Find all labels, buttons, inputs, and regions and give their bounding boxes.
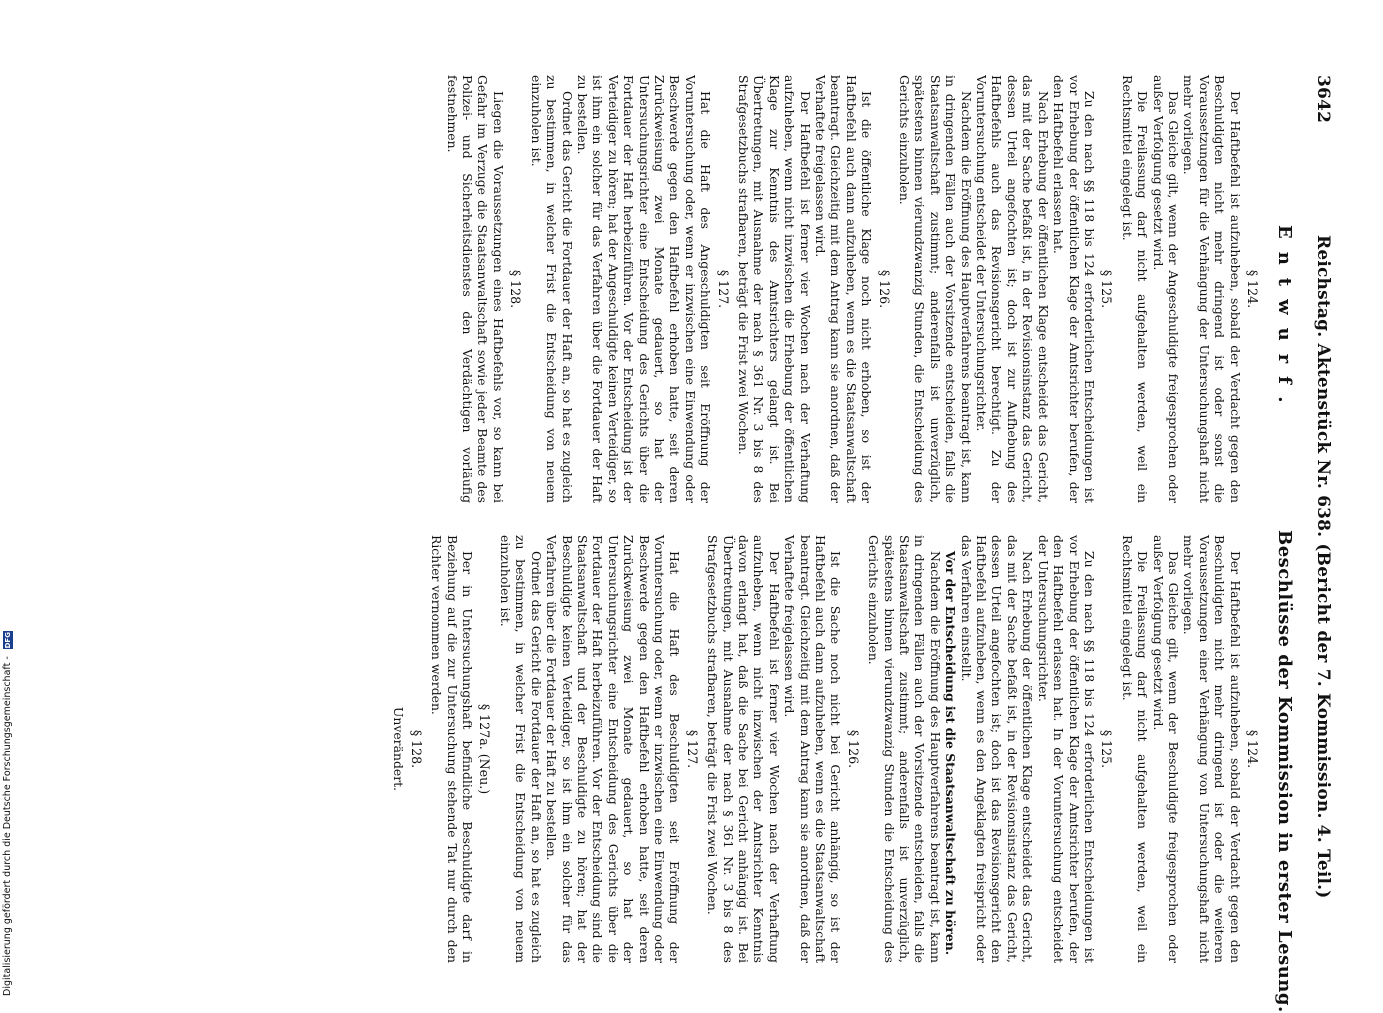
- paragraph: Zu den nach §§ 118 bis 124 erforderlichen Entscheidungen ist vor Erhebung der öffentlichen Klage der Amtsrichter berufen, der den Haftbefehl erlassen hat. In der Voruntersuchung entscheidet der Untersuchungsrichter.: [1035, 535, 1097, 963]
- paragraph: Ordnet das Gericht die Fortdauer der Haft an, so hat es zugleich zu bestimmen, in welcher Frist die Entscheidung von neuem einzuholen ist.: [497, 535, 544, 963]
- paragraph: Hat die Haft des Beschuldigten seit Eröffnung der Voruntersuchung oder, wenn er inzwischen eine Einwendung oder Beschwerde gegen den Haftbefehl erhoben hatte, seit deren Zurückweisung zwei Monate gedauert, so hat der Untersuchungsrichter eine Entscheidung des Gerichts über die Fortdauer der Haft herbeizuführen. Vor der Entscheidung sind die Staatsanwaltschaft und der Beschuldigte zu hören; hat der Beschuldigte keinen Verteidiger, so ist ihm ein solcher für das Verfahren über die Fortdauer der Haft zu bestellen.: [544, 535, 683, 963]
- paragraph: Hat die Haft des Angeschuldigten seit Eröffnung der Voruntersuchung oder, wenn er inzwischen eine Einwendung oder Beschwerde gegen den Haftbefehl erhoben hatte, seit deren Zurückweisung zwei Monate gedauert, so hat der Untersuchungsrichter eine Entscheidung des Gerichts über die Fortdauer der Haft herbeizuführen. Vor der Entscheidung ist der Verteidiger zu hören; hat der Angeschuldigte keinen Verteidiger, so ist ihm ein solcher für das Verfahren über die Fortdauer der Haft zu bestellen.: [574, 75, 714, 503]
- section-title: § 125.: [1099, 269, 1115, 309]
- paragraph: Die Freilassung darf nicht aufgehalten werden, weil ein Rechtsmittel eingelegt ist.: [1119, 535, 1151, 963]
- page-number: 3642: [1313, 75, 1333, 124]
- left-column-heading: Entwurf.: [1274, 225, 1295, 416]
- paragraph: Nachdem die Eröffnung des Hauptverfahrens beantragt ist, kann in dringenden Fällen auch der Vorsitzende entscheiden, falls die Staatsanwaltschaft zustimmt; anderenfalls ist unverzüglich, spätestens binnen vierundzwanzig Stunden die Entscheidung des Gerichts einzuholen.: [866, 535, 943, 963]
- paragraph: Der Haftbefehl ist ferner vier Wochen nach der Verhaftung aufzuheben, wenn nicht inzwischen die Erhebung der öffentlichen Klage zur Kenntnis des Amtsrichters gelangt ist. Bei Übertretungen, mit Ausnahme der nach § 361 Nr. 3 bis 8 des Strafgesetzbuchs strafbaren, beträgt die Frist zwei Wochen.: [736, 75, 813, 503]
- section-title: § 124.: [1245, 729, 1260, 769]
- paragraph: Unverändert.: [391, 706, 407, 792]
- right-column-resolutions: [391, 535, 1265, 963]
- paragraph: Die Freilassung darf nicht aufgehalten werden, weil ein Rechtsmittel eingelegt ist.: [1119, 75, 1151, 503]
- paragraph: Ordnet das Gericht die Fortdauer der Haft an, so hat es zugleich zu bestimmen, in welcher Frist die Entscheidung von neuem einzuholen ist.: [528, 75, 575, 503]
- paragraph: Der in Untersuchungshaft befindliche Beschuldigte darf in Beziehung auf die zur Untersuchung stehende Tat nur durch den Richter vernommen werden.: [429, 535, 476, 963]
- paragraph: Der Haftbefehl ist ferner vier Wochen nach der Verhaftung aufzuheben, wenn nicht inzwischen der Amtsrichter Kenntnis davon erlangt hat, daß die Sache bei Gericht anhängig ist. Bei Übertretungen, mit Ausnahme der nach § 361 Nr. 3 bis 8 des Strafgesetzbuchs strafbaren, beträgt die Frist zwei Wochen.: [705, 535, 782, 963]
- paragraph: Nach Erhebung der öffentlichen Klage entscheidet das Gericht, das mit der Sache befaßt ist, in der Revisionsinstanz das Gericht, dessen Urteil angefochten ist; doch ist das Revisionsgericht den Haftbefehl aufzuheben, wenn es den Angeklagten freispricht oder das Verfahren einstellt.: [958, 535, 1036, 963]
- paragraph: Der Haftbefehl ist aufzuheben, sobald der Verdacht gegen den Beschuldigten nicht mehr dringend ist oder die weiteren Voraussetzungen einer Verhängung von Untersuchungshaft nicht mehr vorliegen.: [1181, 535, 1243, 963]
- section-title: § 126.: [845, 729, 861, 769]
- section-title: § 128.: [408, 729, 424, 769]
- paragraph: Das Gleiche gilt, wenn der Beschuldigte freigesprochen oder außer Verfolgung gesetzt wird.: [1150, 535, 1181, 963]
- credit-text: Digitalisierung gefördert durch die Deutsche Forschungsgemeinschaft -: [2, 656, 13, 996]
- dfg-logo-icon: DFG: [3, 632, 12, 649]
- header-title: Reichstag. Aktenstück Nr. 638. (Bericht der 7. Kommission. 4. Teil.): [1313, 235, 1333, 899]
- paragraph: Liegen die Voraussetzungen eines Haftbefehls vor, so kann bei Gefahr im Verzuge die Staatsanwaltschaft sowie jeder Beamte des Polizei- und Sicherheitsdienstes den Verdächtigen vorläufig festnehmen.: [444, 75, 506, 503]
- section-title: § 124.: [1245, 269, 1260, 309]
- section-title: § 127a. (Neu.): [477, 703, 493, 795]
- paragraph: Nachdem die Eröffnung des Hauptverfahrens beantragt ist, kann in dringenden Fällen auch der Vorsitzende entscheiden, falls die Staatsanwaltschaft zustimmt; anderenfalls ist unverzüglich, spätestens binnen vierundzwanzig Stunden, die Entscheidung des Gerichts einzuholen.: [897, 75, 974, 503]
- right-column-heading: Beschlüsse der Kommission in erster Lesung.: [1274, 530, 1295, 1013]
- running-header: [1309, 75, 1333, 980]
- document-page: [8, 75, 1333, 1013]
- paragraph: Ist die Sache noch nicht bei Gericht anhängig, so ist der Haftbefehl auch dann aufzuheben, wenn es die Staatsanwaltschaft beantragt. Gleichzeitig mit dem Antrag kann sie anordnen, daß der Verhaftete freigelassen wird.: [782, 535, 844, 963]
- paragraph: Das Gleiche gilt, wenn der Angeschuldigte freigesprochen oder außer Verfolgung gesetzt wird.: [1150, 75, 1181, 503]
- section-title: § 125.: [1099, 729, 1115, 769]
- paragraph: Der Haftbefehl ist aufzuheben, sobald der Verdacht gegen den Beschuldigten nicht mehr dringend ist oder sonst die Voraussetzungen für die Verhängung der Untersuchungshaft nicht mehr vorliegen.: [1181, 75, 1243, 503]
- paragraph: Vor der Entscheidung ist die Staatsanwaltschaft zu hören.: [943, 551, 959, 956]
- section-title: § 127.: [715, 269, 731, 309]
- paragraph: Ist die öffentliche Klage noch nicht erhoben, so ist der Haftbefehl auch dann aufzuheben, wenn es die Staatsanwaltschaft beantragt. Gleichzeitig mit dem Antrag kann sie anordnen, daß der Verhaftete freigelassen wird.: [813, 75, 875, 503]
- left-column-draft: [444, 75, 1265, 503]
- section-title: § 127.: [684, 729, 700, 769]
- paragraph: Nach Erhebung der öffentlichen Klage entscheidet das Gericht, das mit der Sache befaßt ist, in der Revisionsinstanz das Gericht, dessen Urteil angefochten ist; doch ist zur Aufhebung des Haftbefehls auch das Revisionsgericht berechtigt. Zu der Voruntersuchung entscheidet der Untersuchungsrichter.: [974, 75, 1051, 503]
- paragraph: Zu den nach §§ 118 bis 124 erforderlichen Entscheidungen ist vor Erhebung der öffentlichen Klage der Amtsrichter berufen, der den Haftbefehl erlassen hat.: [1051, 75, 1097, 503]
- section-title: § 126.: [876, 269, 892, 309]
- section-title: § 128.: [508, 269, 524, 309]
